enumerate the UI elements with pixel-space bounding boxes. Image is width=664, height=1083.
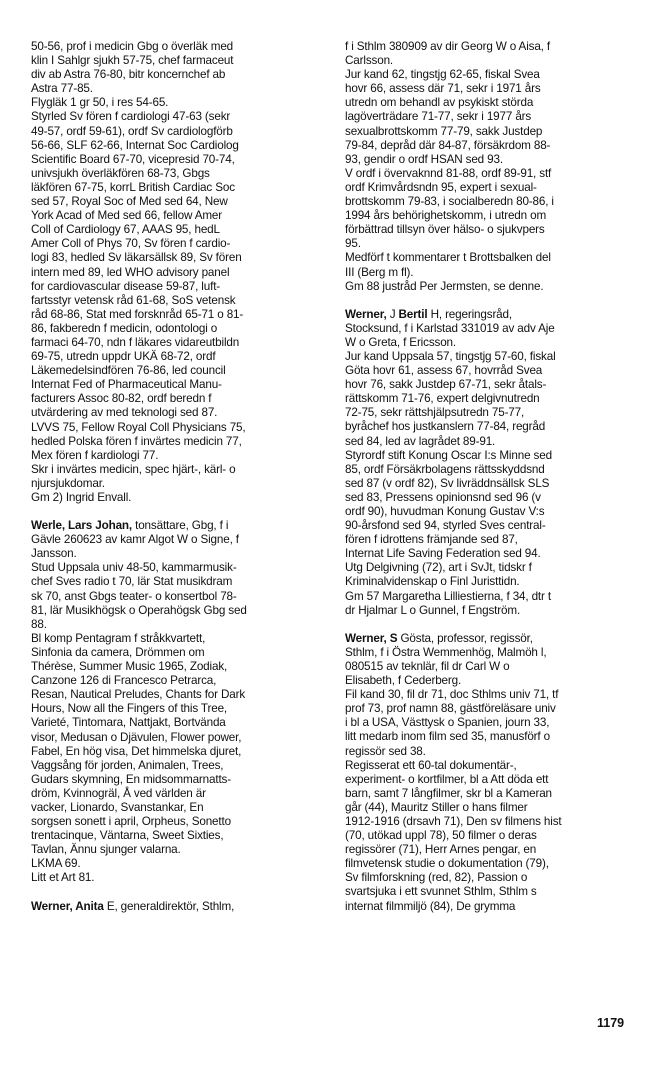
- text-line: 95.: [345, 237, 361, 251]
- text-line: Styrordf stift Konung Oscar I:s Minne sed: [345, 448, 552, 462]
- text-line: dr Hjalmar L o Gunnel, f Engström.: [345, 603, 521, 617]
- text-line: rättskomm 71-76, expert delgivnutredn: [345, 392, 540, 406]
- text-line: Läkemedelsindfören 76-86, led council: [31, 364, 226, 378]
- text-line: Coll of Cardiology 67, AAAS 95, hedL: [31, 223, 220, 237]
- text-line: f i Sthlm 380909 av dir Georg W o Aisa, f: [345, 40, 550, 53]
- text-line: 86, fakberedn f medicin, odontologi o: [31, 321, 218, 335]
- text-line: 93, gendir o ordf HSAN sed 93.: [345, 152, 503, 166]
- entry-continuation: [345, 40, 645, 294]
- text-line: Kriminalvidenskap o Finl Juristtidn.: [345, 575, 520, 589]
- text-line: sorgsen sonett i april, Orpheus, Sonetto: [31, 815, 231, 829]
- text-line: Stud Uppsala univ 48-50, kammarmusik-: [31, 561, 237, 575]
- text-line: 72-75, sekr rättshjälpsutredn 75-77,: [345, 406, 525, 420]
- text-line: sexualbrottskomm 77-79, sakk Justdep: [345, 124, 543, 138]
- text-line: 49-57, ordf 59-61), ordf Sv cardiologförb: [31, 124, 233, 138]
- text-line: Elisabeth, f Cederberg.: [345, 674, 462, 688]
- entry-heading: [31, 519, 331, 533]
- text-line: (70, utökad uppl 78), 50 filmer o deras: [345, 829, 537, 843]
- text-line: förbättrad tillsyn över hälso- o sjukvpers: [345, 223, 545, 237]
- text-line: sk 70, anst Gbgs teater- o konsertbol 78-: [31, 589, 237, 603]
- text-line: Hours, Now all the Fingers of this Tree,: [31, 702, 228, 716]
- text-line: visor, Medusan o Djävulen, Flower power,: [31, 730, 242, 744]
- text-line: York Acad of Med sed 66, fellow Amer: [31, 209, 223, 223]
- text-line: Internat Fed of Pharmaceutical Manu-: [31, 378, 222, 392]
- text-line: LKMA 69.: [31, 857, 81, 871]
- text-line: trentacinque, Väntarna, Sweet Sixties,: [31, 829, 224, 843]
- text-line: Scientific Board 67-70, vicepresid 70-74,: [31, 152, 235, 166]
- entry-werner-gosta: [345, 632, 645, 914]
- text-line: 81, lär Musikhögsk o Operahögsk Gbg sed: [31, 603, 247, 617]
- text-line: 69-75, utredn uppdr UKÄ 68-72, ordf: [31, 350, 216, 364]
- text-line: 88.: [31, 617, 47, 631]
- text-line: Jur kand Uppsala 57, tingstjg 57-60, fiskal: [345, 349, 556, 363]
- text-line: prof 73, prof namn 88, gästföreläsare univ: [345, 702, 556, 716]
- text-line: hovr 66, assess där 71, sekr i 1971 års: [345, 82, 541, 96]
- text-line: univsjukh överläkfören 68-73, Gbgs: [31, 166, 210, 180]
- text-line: 080515 av teknlär, fil dr Carl W o: [345, 659, 510, 673]
- text-line: byråchef hos justkanslern 77-84, regråd: [345, 420, 546, 434]
- text-line: Gm 2) Ingrid Envall.: [31, 491, 132, 504]
- text-line: Göta hovr 61, assess 67, hovrråd Svea: [345, 364, 543, 378]
- text-line: facturers Assoc 80-82, ordf beredn f: [31, 392, 212, 406]
- entry-werner-anita: [31, 900, 331, 914]
- text-line: hovr 76, sakk Justdep 67-71, sekr åtals-: [345, 378, 547, 392]
- text-line: Regisserat ett 60-tal dokumentär-,: [345, 758, 517, 772]
- text-line: litt medarb inom film sed 35, manusförf o: [345, 730, 550, 744]
- text-line: internat filmmiljö (84), De grymma: [345, 899, 516, 913]
- text-line: III (Berg m fl).: [345, 265, 414, 279]
- text-line: Fabel, En hög visa, Det himmelska djuret,: [31, 744, 242, 758]
- text-line: ordf Krimvårdsndn 95, expert i sexual-: [345, 180, 537, 194]
- text-line: sed 83, Pressens opinionsnd sed 96 (v: [345, 490, 541, 504]
- text-line: Varieté, Tintomara, Nattjakt, Bortvända: [31, 716, 226, 730]
- text-line: Jansson.: [31, 547, 77, 561]
- entry-continuation: [31, 40, 331, 505]
- text-line: sed 84, led av lagrådet 89-91.: [345, 434, 496, 448]
- text-line: Gösta, professor, regissör,: [397, 631, 533, 645]
- text-line: dröm, Kvinnogräl, Å ved världen är: [31, 786, 206, 800]
- text-line: Amer Coll of Phys 70, Sv fören f cardio-: [31, 237, 231, 251]
- text-line: klin I Sahlgr sjukh 57-75, chef farmaceut: [31, 54, 234, 68]
- text-line: regissörer (71), Herr Arnes pengar, en: [345, 843, 537, 857]
- text-line: H, regeringsråd,: [427, 307, 512, 321]
- text-line: regissör sed 38.: [345, 744, 426, 758]
- text-line: njursjukdomar.: [31, 476, 105, 490]
- text-line: Sinfonia da camera, Drömmen om: [31, 645, 205, 659]
- text-line: Flygläk 1 gr 50, i res 54-65.: [31, 96, 169, 110]
- text-line: div ab Astra 76-80, bitr koncernchef ab: [31, 68, 226, 82]
- entry-name: Werner, Anita: [31, 899, 104, 913]
- text-line: 1994 års behörighetskomm, i utredn om: [345, 209, 547, 223]
- text-line: Medförf t kommentarer t Brottsbalken del: [345, 251, 551, 265]
- entry-werner-bertil: [345, 308, 645, 618]
- text-line: går (44), Mauritz Stiller o hans filmer: [345, 800, 528, 814]
- right-column: [345, 40, 645, 914]
- text-line: V ordf i övervaknnd 81-88, ordf 89-91, stf: [345, 166, 552, 180]
- text-line: Mex fören f kardiologi 77.: [31, 448, 159, 462]
- text-line: Resan, Nautical Preludes, Chants for Dark: [31, 688, 246, 702]
- text-line: W o Greta, f Ericsson.: [345, 335, 457, 349]
- text-line: i bl a USA, Västtysk o Spanien, journ 33,: [345, 716, 550, 730]
- text-line: Tavlan, Ännu sjunger valarna.: [31, 843, 181, 857]
- text-line: 56-66, SLF 62-66, Internat Soc Cardiolog: [31, 138, 239, 152]
- text-line: Gm 88 justråd Per Jermsten, se denne.: [345, 279, 544, 293]
- text-line: fartsstyr vetensk råd 61-68, SoS vetensk: [31, 293, 236, 307]
- text-line: Canzone 126 di Francesco Petrarca,: [31, 674, 217, 688]
- text-line: Thérèse, Summer Music 1965, Zodiak,: [31, 660, 228, 674]
- text-line: 85, ordf Försäkrbolagens rättsskyddsnd: [345, 462, 545, 476]
- text-line: intern med 89, led WHO advisory panel: [31, 265, 230, 279]
- text-line: råd 68-86, Stat med forsknråd 65-71 o 81-: [31, 307, 244, 321]
- text-line: Fil kand 30, fil dr 71, doc Sthlms univ 71, tf: [345, 688, 559, 702]
- text-line: Bl komp Pentagram f stråkkvartett,: [31, 631, 206, 645]
- text-line: farmaci 64-70, ndn f läkares vidareutbildn: [31, 335, 240, 349]
- text-line: Carlsson.: [345, 54, 394, 68]
- text-line: LVVS 75, Fellow Royal Coll Physicians 75,: [31, 420, 246, 434]
- text-line: lagöverträdare 71-77, sekr i 1977 års: [345, 110, 532, 124]
- entry-heading: [345, 632, 645, 646]
- text-line: brottskomm 79-83, i socialberedn 80-86, i: [345, 195, 554, 209]
- left-column: [31, 40, 331, 914]
- text-line: Astra 77-85.: [31, 82, 93, 96]
- text-line: vacker, Lionardo, Svanstankar, En: [31, 800, 204, 814]
- text-line: läkfören 67-75, korrL British Cardiac Soc: [31, 180, 235, 194]
- text-line: 1912-1916 (drsavh 71), Den sv filmens hist: [345, 814, 562, 828]
- text-line: logi 83, hedled Sv läkarsällsk 89, Sv fören: [31, 251, 242, 265]
- text-line: for cardiovascular disease 59-87, luft-: [31, 279, 221, 293]
- entry-heading: [31, 900, 331, 914]
- entry-heading: [345, 308, 645, 322]
- text-line: Skr i invärtes medicin, spec hjärt-, kärl- o: [31, 462, 236, 476]
- text-line: Internat Life Saving Federation sed 94.: [345, 547, 541, 561]
- text-line: Gm 57 Margaretha Lilliestierna, f 34, dtr t: [345, 589, 551, 603]
- text-line: barn, samt 7 långfilmer, skr bl a Kameran: [345, 786, 552, 800]
- text-line: sed 57, Royal Soc of Med sed 64, New: [31, 195, 228, 209]
- text-line: sed 87 (v ordf 82), Sv livräddnsällsk SLS: [345, 476, 550, 490]
- text-line: 90-årsfond sed 94, styrled Sves central-: [345, 519, 546, 533]
- text-line: Vaggsång för jorden, Animalen, Trees,: [31, 758, 224, 772]
- entry-initial: J: [386, 307, 399, 321]
- text-line: Sv filmforskning (red, 82), Passion o: [345, 871, 528, 885]
- entry-name: Werle, Lars Johan,: [31, 519, 133, 533]
- text-line: filmvetensk studie o dokumentation (79),: [345, 857, 549, 871]
- text-line: E, generaldirektör, Sthlm,: [103, 899, 235, 913]
- text-line: Gudars skymning, En midsommarnatts-: [31, 772, 231, 786]
- text-line: svartsjuka i ett svunnet Sthlm, Sthlm s: [345, 885, 537, 899]
- text-line: hedled Polska fören f invärtes medicin 77,: [31, 434, 242, 448]
- text-line: Utg Delgivning (72), art i SvJt, tidskr f: [345, 561, 532, 575]
- text-line: chef Sves radio t 70, lär Stat musikdram: [31, 575, 233, 589]
- text-line: Jur kand 62, tingstjg 62-65, fiskal Svea: [345, 68, 540, 82]
- text-line: 79-84, depråd där 84-87, försäkrdom 88-: [345, 138, 551, 152]
- text-line: Styrled Sv fören f cardiologi 47-63 (sekr: [31, 110, 231, 124]
- text-line: Litt et Art 81.: [31, 871, 95, 885]
- text-line: Sthlm, f i Östra Wemmenhög, Malmöh l,: [345, 645, 547, 659]
- text-line: Stocksund, f i Karlstad 331019 av adv Aje: [345, 321, 555, 335]
- text-line: experiment- o kortfilmer, bl a Att döda ett: [345, 772, 549, 786]
- text-line: ordf 90), huvudman Konung Gustav V:s: [345, 505, 545, 518]
- entry-name: Werner, S: [345, 631, 398, 645]
- entry-werle: [31, 519, 331, 885]
- text-line: Gävle 260623 av kamr Algot W o Signe, f: [31, 533, 239, 547]
- entry-given-name: Bertil: [398, 307, 428, 321]
- entry-name: Werner,: [345, 307, 387, 321]
- text-line: utvärdering av med teknologi sed 87.: [31, 406, 218, 420]
- text-line: utredn om behandl av psykiskt störda: [345, 96, 534, 110]
- page-number: 1179: [597, 1016, 625, 1030]
- text-line: tonsättare, Gbg, f i: [132, 519, 229, 533]
- text-line: fören f idrottens främjande sed 87,: [345, 533, 518, 547]
- text-line: 50-56, prof i medicin Gbg o överläk med: [31, 40, 234, 53]
